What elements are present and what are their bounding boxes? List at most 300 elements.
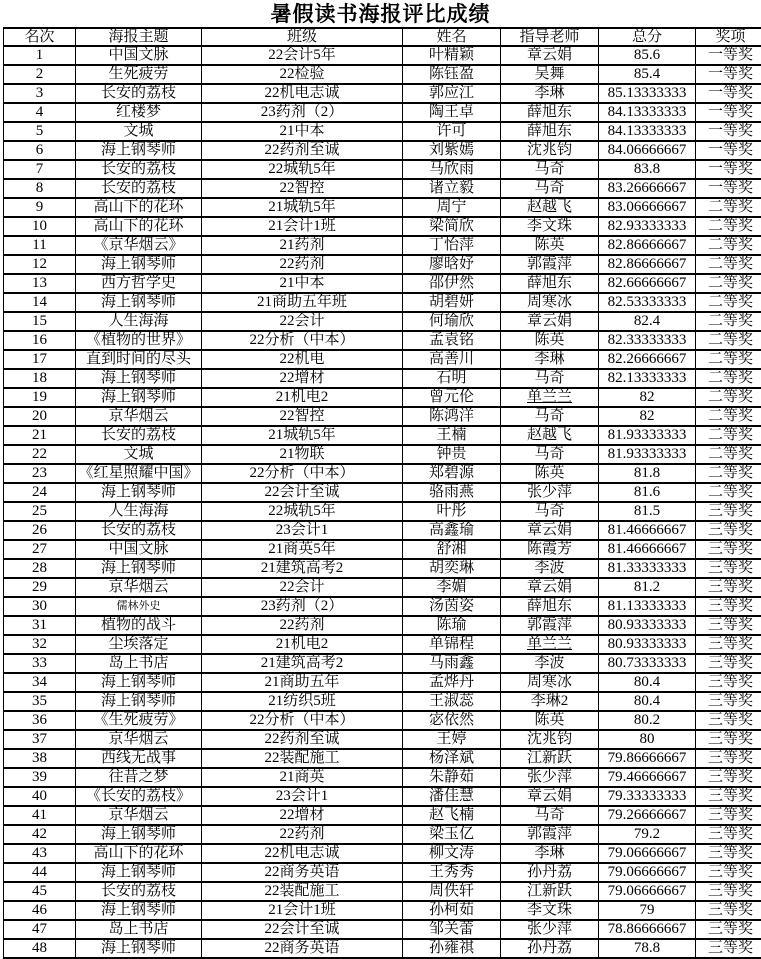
cell-poster: 中国文脉 [76, 46, 202, 65]
cell-name: 孙雍祺 [403, 939, 501, 958]
cell-teacher: 张少萍 [501, 920, 599, 939]
cell-name: 高鑫瑜 [403, 521, 501, 540]
table-row [4, 388, 761, 407]
cell-score: 79.06666667 [599, 844, 696, 863]
table-row [4, 654, 761, 673]
cell-rank: 20 [4, 407, 76, 426]
results-table [3, 27, 761, 959]
cell-rank: 21 [4, 426, 76, 445]
table-row [4, 711, 761, 730]
cell-rank: 17 [4, 350, 76, 369]
cell-score: 82.26666667 [599, 350, 696, 369]
cell-rank: 27 [4, 540, 76, 559]
cell-class: 22增材 [202, 369, 403, 388]
cell-teacher: 郭霞萍 [501, 825, 599, 844]
cell-teacher: 单兰兰 [501, 635, 599, 654]
cell-score: 82.33333333 [599, 331, 696, 350]
cell-name: 周宁 [403, 198, 501, 217]
cell-name: 邵伊然 [403, 274, 501, 293]
cell-award: 一等奖 [696, 179, 761, 198]
cell-class: 22装配施工 [202, 749, 403, 768]
cell-teacher: 马奇 [501, 160, 599, 179]
table-row [4, 787, 761, 806]
cell-rank: 10 [4, 217, 76, 236]
cell-class: 22商务英语 [202, 863, 403, 882]
cell-rank: 35 [4, 692, 76, 711]
table-row [4, 312, 761, 331]
cell-name: 李媚 [403, 578, 501, 597]
cell-score: 79.06666667 [599, 863, 696, 882]
column-header-name: 姓名 [403, 28, 501, 46]
cell-score: 85.13333333 [599, 84, 696, 103]
cell-rank: 3 [4, 84, 76, 103]
cell-class: 21会计1班 [202, 217, 403, 236]
cell-award: 三等奖 [696, 540, 761, 559]
cell-class: 22会计 [202, 312, 403, 331]
cell-class: 22分析（中本） [202, 331, 403, 350]
cell-score: 84.06666667 [599, 141, 696, 160]
cell-poster: 往昔之梦 [76, 768, 202, 787]
cell-score: 79.2 [599, 825, 696, 844]
cell-class: 23药剂（2） [202, 103, 403, 122]
cell-rank: 28 [4, 559, 76, 578]
cell-teacher: 张少萍 [501, 768, 599, 787]
cell-teacher: 孙丹荔 [501, 939, 599, 958]
cell-poster: 《京华烟云》 [76, 236, 202, 255]
cell-name: 梁简欣 [403, 217, 501, 236]
table-row [4, 236, 761, 255]
cell-score: 80.73333333 [599, 654, 696, 673]
table-row [4, 46, 761, 65]
cell-award: 二等奖 [696, 312, 761, 331]
cell-poster: 《植物的世界》 [76, 331, 202, 350]
table-row [4, 464, 761, 483]
cell-score: 79 [599, 901, 696, 920]
cell-name: 高善川 [403, 350, 501, 369]
cell-name: 王婷 [403, 730, 501, 749]
table-row [4, 274, 761, 293]
cell-name: 诸立毅 [403, 179, 501, 198]
cell-score: 82.66666667 [599, 274, 696, 293]
cell-name: 单锦程 [403, 635, 501, 654]
cell-class: 22城轨5年 [202, 160, 403, 179]
cell-poster: 海上钢琴师 [76, 692, 202, 711]
cell-name: 钟贵 [403, 445, 501, 464]
table-row [4, 673, 761, 692]
cell-teacher: 薛旭东 [501, 103, 599, 122]
cell-award: 一等奖 [696, 160, 761, 179]
cell-award: 三等奖 [696, 578, 761, 597]
cell-award: 一等奖 [696, 122, 761, 141]
cell-award: 三等奖 [696, 939, 761, 958]
cell-poster: 直到时间的尽头 [76, 350, 202, 369]
cell-score: 80.4 [599, 692, 696, 711]
cell-rank: 41 [4, 806, 76, 825]
cell-poster: 海上钢琴师 [76, 388, 202, 407]
cell-poster: 生死疲劳 [76, 65, 202, 84]
column-header-award: 奖项 [696, 28, 761, 46]
cell-score: 82.4 [599, 312, 696, 331]
cell-teacher: 李琳 [501, 350, 599, 369]
cell-award: 一等奖 [696, 141, 761, 160]
cell-score: 82.13333333 [599, 369, 696, 388]
cell-rank: 8 [4, 179, 76, 198]
cell-award: 三等奖 [696, 920, 761, 939]
cell-poster: 长安的荔枝 [76, 426, 202, 445]
cell-class: 21纺织5班 [202, 692, 403, 711]
cell-rank: 38 [4, 749, 76, 768]
cell-score: 81.5 [599, 502, 696, 521]
cell-score: 82.93333333 [599, 217, 696, 236]
cell-poster: 海上钢琴师 [76, 901, 202, 920]
cell-award: 三等奖 [696, 749, 761, 768]
cell-poster: 京华烟云 [76, 578, 202, 597]
cell-rank: 6 [4, 141, 76, 160]
cell-award: 三等奖 [696, 901, 761, 920]
cell-rank: 9 [4, 198, 76, 217]
cell-poster: 海上钢琴师 [76, 293, 202, 312]
cell-teacher: 周寒冰 [501, 673, 599, 692]
cell-teacher: 陈英 [501, 236, 599, 255]
cell-class: 22分析（中本） [202, 464, 403, 483]
cell-rank: 19 [4, 388, 76, 407]
cell-teacher: 陈英 [501, 331, 599, 350]
table-row [4, 407, 761, 426]
cell-poster: 尘埃落定 [76, 635, 202, 654]
cell-poster: 长安的荔枝 [76, 521, 202, 540]
cell-rank: 5 [4, 122, 76, 141]
cell-award: 三等奖 [696, 787, 761, 806]
cell-award: 二等奖 [696, 274, 761, 293]
table-row [4, 939, 761, 958]
cell-score: 78.86666667 [599, 920, 696, 939]
cell-class: 21城轨5年 [202, 198, 403, 217]
cell-teacher: 章云娟 [501, 46, 599, 65]
cell-class: 22检验 [202, 65, 403, 84]
table-row [4, 768, 761, 787]
table-row [4, 255, 761, 274]
cell-teacher: 单兰兰 [501, 388, 599, 407]
cell-rank: 32 [4, 635, 76, 654]
cell-class: 22装配施工 [202, 882, 403, 901]
cell-rank: 22 [4, 445, 76, 464]
cell-teacher: 江新跃 [501, 749, 599, 768]
cell-teacher: 马奇 [501, 407, 599, 426]
cell-award: 三等奖 [696, 559, 761, 578]
cell-poster: 长安的荔枝 [76, 160, 202, 179]
cell-award: 三等奖 [696, 635, 761, 654]
cell-score: 80.4 [599, 673, 696, 692]
cell-score: 81.46666667 [599, 521, 696, 540]
cell-award: 二等奖 [696, 407, 761, 426]
cell-poster: 中国文脉 [76, 540, 202, 559]
cell-poster: 海上钢琴师 [76, 939, 202, 958]
cell-award: 二等奖 [696, 445, 761, 464]
cell-poster: 高山下的花环 [76, 198, 202, 217]
cell-name: 叶精颖 [403, 46, 501, 65]
table-row [4, 578, 761, 597]
cell-name: 柳文涛 [403, 844, 501, 863]
header-row [4, 28, 761, 46]
cell-award: 二等奖 [696, 369, 761, 388]
table-row [4, 901, 761, 920]
cell-rank: 42 [4, 825, 76, 844]
cell-rank: 23 [4, 464, 76, 483]
cell-class: 21商助五年班 [202, 293, 403, 312]
table-row [4, 426, 761, 445]
cell-teacher: 陈霞芳 [501, 540, 599, 559]
table-row [4, 882, 761, 901]
cell-rank: 25 [4, 502, 76, 521]
cell-score: 82.86666667 [599, 236, 696, 255]
cell-rank: 40 [4, 787, 76, 806]
cell-rank: 15 [4, 312, 76, 331]
cell-rank: 16 [4, 331, 76, 350]
cell-teacher: 李琳2 [501, 692, 599, 711]
cell-name: 郭应江 [403, 84, 501, 103]
cell-teacher: 江新跃 [501, 882, 599, 901]
cell-teacher: 陈英 [501, 464, 599, 483]
cell-score: 81.93333333 [599, 426, 696, 445]
cell-award: 二等奖 [696, 331, 761, 350]
table-row [4, 635, 761, 654]
cell-name: 朱静茹 [403, 768, 501, 787]
cell-class: 21机电2 [202, 388, 403, 407]
table-row [4, 65, 761, 84]
cell-name: 宓依然 [403, 711, 501, 730]
table-row [4, 293, 761, 312]
cell-score: 81.93333333 [599, 445, 696, 464]
table-body [4, 46, 761, 958]
cell-award: 一等奖 [696, 84, 761, 103]
cell-rank: 2 [4, 65, 76, 84]
cell-poster: 海上钢琴师 [76, 863, 202, 882]
cell-class: 21建筑高考2 [202, 654, 403, 673]
cell-name: 潘佳慧 [403, 787, 501, 806]
cell-class: 22机电志诚 [202, 84, 403, 103]
cell-teacher: 马奇 [501, 179, 599, 198]
cell-score: 79.06666667 [599, 882, 696, 901]
cell-rank: 24 [4, 483, 76, 502]
cell-poster: 植物的战斗 [76, 616, 202, 635]
table-row [4, 502, 761, 521]
cell-teacher: 薛旭东 [501, 122, 599, 141]
cell-rank: 34 [4, 673, 76, 692]
cell-name: 郑碧源 [403, 464, 501, 483]
cell-score: 82 [599, 388, 696, 407]
cell-name: 陈瑜 [403, 616, 501, 635]
cell-name: 曾元伦 [403, 388, 501, 407]
cell-name: 石明 [403, 369, 501, 388]
cell-rank: 36 [4, 711, 76, 730]
cell-score: 79.26666667 [599, 806, 696, 825]
cell-rank: 47 [4, 920, 76, 939]
cell-class: 21物联 [202, 445, 403, 464]
table-row [4, 749, 761, 768]
cell-award: 三等奖 [696, 711, 761, 730]
cell-award: 二等奖 [696, 217, 761, 236]
cell-score: 82.86666667 [599, 255, 696, 274]
cell-award: 三等奖 [696, 768, 761, 787]
cell-teacher: 李波 [501, 654, 599, 673]
cell-score: 80.93333333 [599, 635, 696, 654]
cell-class: 23会计1 [202, 787, 403, 806]
cell-teacher: 马奇 [501, 806, 599, 825]
cell-poster: 儒林外史 [76, 597, 202, 616]
cell-name: 舒湘 [403, 540, 501, 559]
column-header-teacher: 指导老师 [501, 28, 599, 46]
cell-poster: 文城 [76, 445, 202, 464]
cell-score: 84.13333333 [599, 103, 696, 122]
table-row [4, 540, 761, 559]
cell-name: 梁玉亿 [403, 825, 501, 844]
cell-class: 22药剂 [202, 255, 403, 274]
cell-score: 82 [599, 407, 696, 426]
cell-award: 三等奖 [696, 692, 761, 711]
cell-poster: 海上钢琴师 [76, 369, 202, 388]
cell-rank: 12 [4, 255, 76, 274]
cell-class: 21建筑高考2 [202, 559, 403, 578]
cell-teacher: 沈兆钧 [501, 730, 599, 749]
table-row [4, 445, 761, 464]
cell-score: 81.8 [599, 464, 696, 483]
cell-class: 21商助五年 [202, 673, 403, 692]
cell-award: 二等奖 [696, 350, 761, 369]
cell-award: 三等奖 [696, 654, 761, 673]
cell-rank: 1 [4, 46, 76, 65]
cell-poster: 文城 [76, 122, 202, 141]
cell-teacher: 孙丹荔 [501, 863, 599, 882]
cell-name: 丁怡萍 [403, 236, 501, 255]
cell-name: 孙柯茹 [403, 901, 501, 920]
cell-poster: 《生死疲劳》 [76, 711, 202, 730]
cell-teacher: 吴舞 [501, 65, 599, 84]
cell-award: 一等奖 [696, 103, 761, 122]
cell-rank: 45 [4, 882, 76, 901]
cell-teacher: 章云娟 [501, 578, 599, 597]
cell-name: 赵飞楠 [403, 806, 501, 825]
table-row [4, 730, 761, 749]
cell-poster: 岛上书店 [76, 654, 202, 673]
cell-teacher: 沈兆钧 [501, 141, 599, 160]
cell-name: 王淑蕊 [403, 692, 501, 711]
cell-score: 85.6 [599, 46, 696, 65]
cell-name: 孟袁铭 [403, 331, 501, 350]
cell-teacher: 李文珠 [501, 901, 599, 920]
table-row [4, 483, 761, 502]
cell-score: 79.33333333 [599, 787, 696, 806]
cell-poster: 海上钢琴师 [76, 825, 202, 844]
cell-award: 二等奖 [696, 198, 761, 217]
cell-award: 三等奖 [696, 597, 761, 616]
table-row [4, 521, 761, 540]
table-row [4, 616, 761, 635]
cell-award: 三等奖 [696, 673, 761, 692]
cell-score: 81.46666667 [599, 540, 696, 559]
cell-teacher: 张少萍 [501, 483, 599, 502]
cell-teacher: 章云娟 [501, 312, 599, 331]
cell-award: 三等奖 [696, 806, 761, 825]
cell-class: 21药剂 [202, 236, 403, 255]
cell-rank: 31 [4, 616, 76, 635]
cell-rank: 7 [4, 160, 76, 179]
cell-poster: 人生海海 [76, 502, 202, 521]
cell-name: 廖晗妤 [403, 255, 501, 274]
cell-rank: 26 [4, 521, 76, 540]
cell-score: 85.4 [599, 65, 696, 84]
cell-rank: 30 [4, 597, 76, 616]
cell-poster: 长安的荔枝 [76, 179, 202, 198]
cell-class: 22分析（中本） [202, 711, 403, 730]
cell-name: 何瑜欣 [403, 312, 501, 331]
cell-award: 三等奖 [696, 616, 761, 635]
cell-score: 78.8 [599, 939, 696, 958]
cell-score: 80.2 [599, 711, 696, 730]
cell-poster: 京华烟云 [76, 407, 202, 426]
cell-class: 22智控 [202, 407, 403, 426]
table-row [4, 920, 761, 939]
cell-class: 21商英 [202, 768, 403, 787]
cell-teacher: 周寒冰 [501, 293, 599, 312]
cell-class: 21商英5年 [202, 540, 403, 559]
cell-class: 22增材 [202, 806, 403, 825]
cell-rank: 44 [4, 863, 76, 882]
cell-name: 汤茵姿 [403, 597, 501, 616]
cell-name: 邹关蕾 [403, 920, 501, 939]
table-row [4, 122, 761, 141]
cell-award: 三等奖 [696, 825, 761, 844]
cell-teacher: 李琳 [501, 844, 599, 863]
cell-score: 81.13333333 [599, 597, 696, 616]
cell-name: 杨泽斌 [403, 749, 501, 768]
cell-score: 84.13333333 [599, 122, 696, 141]
cell-award: 三等奖 [696, 521, 761, 540]
cell-teacher: 赵越飞 [501, 426, 599, 445]
cell-score: 81.2 [599, 578, 696, 597]
table-row [4, 141, 761, 160]
cell-class: 23会计1 [202, 521, 403, 540]
cell-award: 三等奖 [696, 730, 761, 749]
column-header-class: 班级 [202, 28, 403, 46]
cell-teacher: 郭霞萍 [501, 616, 599, 635]
table-row [4, 692, 761, 711]
cell-name: 孟烨丹 [403, 673, 501, 692]
cell-award: 二等奖 [696, 426, 761, 445]
cell-name: 王秀秀 [403, 863, 501, 882]
cell-teacher: 郭霞萍 [501, 255, 599, 274]
cell-score: 80.93333333 [599, 616, 696, 635]
cell-score: 82.53333333 [599, 293, 696, 312]
table-row [4, 597, 761, 616]
cell-poster: 西方哲学史 [76, 274, 202, 293]
cell-class: 22药剂至诚 [202, 141, 403, 160]
cell-poster: 高山下的花环 [76, 844, 202, 863]
cell-name: 马雨鑫 [403, 654, 501, 673]
cell-teacher: 马奇 [501, 502, 599, 521]
cell-award: 一等奖 [696, 46, 761, 65]
cell-class: 21城轨5年 [202, 426, 403, 445]
cell-poster: 海上钢琴师 [76, 673, 202, 692]
cell-name: 叶彤 [403, 502, 501, 521]
table-row [4, 179, 761, 198]
column-header-poster: 海报主题 [76, 28, 202, 46]
table-row [4, 369, 761, 388]
cell-teacher: 章云娟 [501, 521, 599, 540]
cell-teacher: 李波 [501, 559, 599, 578]
cell-class: 21中本 [202, 122, 403, 141]
cell-rank: 43 [4, 844, 76, 863]
cell-class: 23药剂（2） [202, 597, 403, 616]
